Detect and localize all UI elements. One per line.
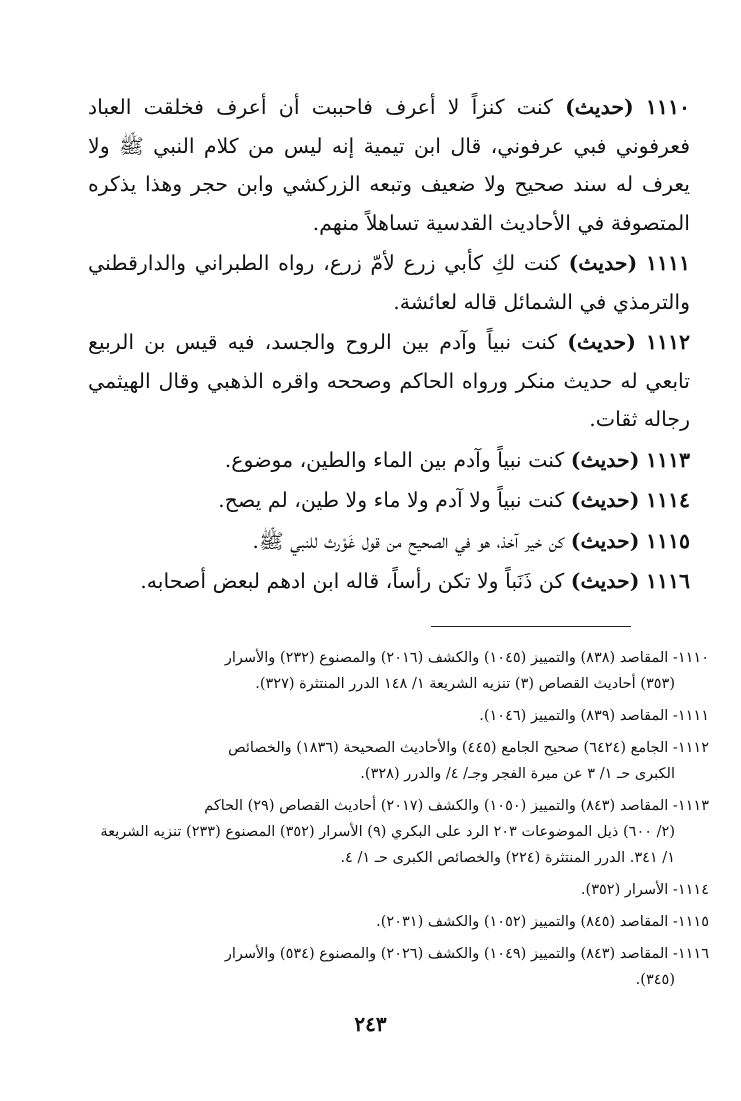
- footnote-text: المقاصد (٨٤٣) والتمييز (١٠٥٠) والكشف (٢٠١٧) أحاديث القصاص (٢٩) الحاكم: [204, 798, 669, 814]
- entry-keyword: (حديث): [565, 95, 634, 119]
- entry-1116: [88, 562, 690, 601]
- footnote-continuation: الكبرى حـ ١/ ٣ عن ميرة الفجر وجـ/ ٤/ والدرر (٣٢٨).: [360, 766, 675, 782]
- entry-text: كنت نبياً وآدم بين الماء والطين، موضوع.: [224, 447, 565, 472]
- footnote-continuation: (٣٤٥).: [635, 972, 675, 988]
- footnote-number: ١١١٥: [677, 914, 709, 930]
- footnote-text: المقاصد (٨٤٣) والتمييز (١٠٤٩) والكشف (٢٠٢٦) والمصنوع (٥٣٤) والأسرار: [224, 946, 669, 962]
- footnote-1114: ١١١٤- الأسرار (٣٥٢).: [580, 882, 709, 898]
- footnote-number: ١١١٠: [677, 650, 709, 666]
- entry-keyword: (حديث): [570, 569, 640, 593]
- footnote-text: الأسرار (٣٥٢).: [580, 882, 669, 898]
- entry-1114: [88, 481, 690, 520]
- page-number: ٢٤٣: [354, 1012, 387, 1036]
- entry-keyword: (حديث): [570, 528, 640, 553]
- footnote-text: المقاصد (٨٤٥) والتمييز (١٠٥٢) والكشف (٢٠٣١).: [376, 914, 669, 930]
- footnote-number: ١١١٤: [677, 882, 709, 898]
- footnote-1112: ١١١٢- الجامع (٦٤٢٤) صحيح الجامع (٤٤٥) والأحاديث الصحيحة (١٨٣٦) والخصائص الكبرى حـ ١/ ٣ عن ميرة الفجر وجـ/ ٤/ والدرر (٣٢٨).: [87, 735, 709, 787]
- footnote-number: ١١١٦: [677, 946, 709, 962]
- main-text: [88, 88, 690, 601]
- entry-text: كنت لكِ كأبي زرع لأمّ زرع، رواه الطبراني والدارقطني والترمذي في الشمائل قاله لعائشة.: [88, 251, 690, 314]
- entry-number: ١١١١: [645, 251, 690, 275]
- entry-keyword: (حديث): [568, 251, 638, 275]
- footnote-number: ١١١١: [677, 708, 709, 724]
- footnote-number: ١١١٣: [677, 798, 709, 814]
- footnote-continuation: (٢/ ٦٠٠) ذيل الموضوعات ٢٠٣ الرد على البكري (٩) الأسرار (٣٥٢) المصنوع (٢٣٣) تنزيه الشريعة ١/ ٣٤١. الدرر المنتثرة (٢٢٤) والخصائص الكبرى حـ ١/ ٤.: [100, 824, 675, 866]
- footnote-1115: ١١١٥- المقاصد (٨٤٥) والتمييز (١٠٥٢) والكشف (٢٠٣١).: [376, 914, 709, 930]
- footnote-text: المقاصد (٨٣٩) والتمييز (١٠٤٦).: [479, 708, 669, 724]
- entry-keyword: (حديث): [567, 330, 636, 354]
- entry-text: كنت نبياً وآدم بين الروح والجسد، فيه قيس بن الربيع تابعي له حديث منكر ورواه الحاكم وصححه واقره الذهبي وقال الهيثمي رجاله ثقات.: [88, 330, 690, 431]
- entry-text: كنت كنزاً لا أعرف فاحببت أن أعرف فخلقت العباد فعرفوني فبي عرفوني، قال ابن تيمية إنه ليس من كلام النبي ﷺ ولا يعرف له سند صحيح ولا ضعيف وتبعه الزركشي وابن حجر وهذا يذكره المتصوفة في الأحاديث القدسية تساهلاً منهم.: [88, 95, 690, 235]
- entry-text: كن خير آخذ، هو في الصحيح من قول غَوْرث للنبي ﷺ.: [252, 528, 565, 553]
- footnote-1116: ١١١٦- المقاصد (٨٤٣) والتمييز (١٠٤٩) والكشف (٢٠٢٦) والمصنوع (٥٣٤) والأسرار (٣٤٥).: [87, 941, 709, 993]
- entry-number: ١١١٠: [645, 95, 690, 119]
- footnote-1110: ١١١٠- المقاصد (٨٣٨) والتمييز (١٠٤٥) والكشف (٢٠١٦) والمصنوع (٢٣٢) والأسرار (٣٥٣) أحاديث القصاص (٣) تنزيه الشريعة ١/ ١٤٨ الدرر المنتثرة (٣٢٧).: [87, 645, 709, 697]
- footnote-1111: ١١١١- المقاصد (٨٣٩) والتمييز (١٠٤٦).: [479, 708, 709, 724]
- entry-text: كن ذَنَباً ولا تكن رأساً، قاله ابن ادهم لبعض أصحابه.: [140, 569, 565, 593]
- entry-1113: [88, 441, 690, 480]
- footnote-number: ١١١٢: [677, 740, 709, 756]
- entry-1110: [88, 88, 690, 242]
- entry-number: ١١١٤: [645, 488, 690, 512]
- entry-text: كنت نبياً ولا آدم ولا ماء ولا طين، لم يصح.: [218, 488, 565, 512]
- entry-number: ١١١٢: [645, 330, 690, 354]
- entry-number: ١١١٥: [645, 528, 690, 553]
- entry-keyword: (حديث): [570, 447, 640, 472]
- entry-number: ١١١٣: [645, 447, 690, 472]
- footnote-separator: [431, 626, 631, 627]
- entry-1115: [88, 522, 690, 561]
- entry-keyword: (حديث): [570, 488, 640, 512]
- footnote-1113: ١١١٣- المقاصد (٨٤٣) والتمييز (١٠٥٠) والكشف (٢٠١٧) أحاديث القصاص (٢٩) الحاكم (٢/ ٦٠٠) ذيل الموضوعات ٢٠٣ الرد على البكري (٩) الأسرار (٣٥٢) المصنوع (٢٣٣) تنزيه الشريعة ١/ ٣٤١. الدرر المنتثرة (٢٢٤) والخصائص الكبرى حـ ١/ ٤.: [87, 793, 709, 871]
- entry-1111: [88, 244, 690, 321]
- footnote-text: الجامع (٦٤٢٤) صحيح الجامع (٤٤٥) والأحاديث الصحيحة (١٨٣٦) والخصائص: [228, 740, 669, 756]
- footnote-continuation: (٣٥٣) أحاديث القصاص (٣) تنزيه الشريعة ١/ ١٤٨ الدرر المنتثرة (٣٢٧).: [255, 676, 675, 692]
- footnotes: [87, 645, 709, 999]
- entry-number: ١١١٦: [645, 569, 690, 593]
- footnote-text: المقاصد (٨٣٨) والتمييز (١٠٤٥) والكشف (٢٠١٦) والمصنوع (٢٣٢) والأسرار: [224, 650, 669, 666]
- entry-1112: [88, 323, 690, 439]
